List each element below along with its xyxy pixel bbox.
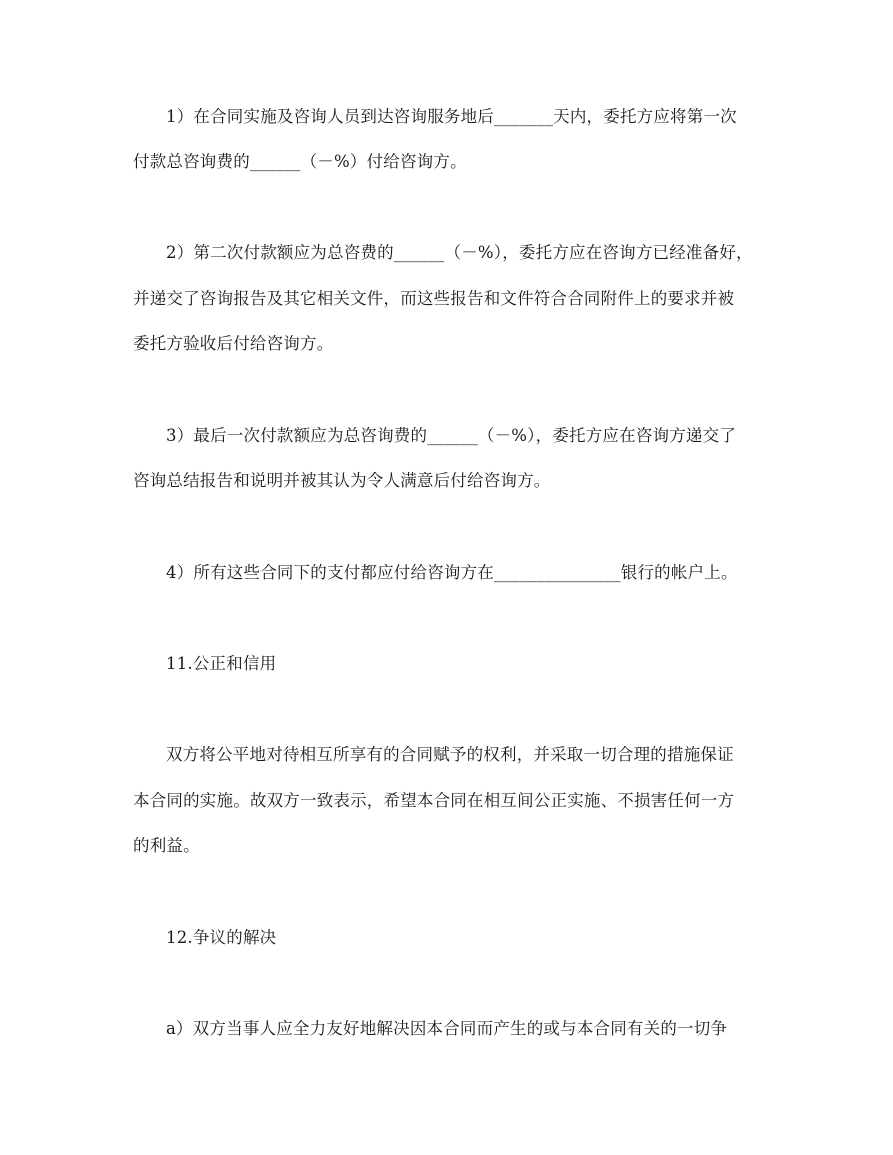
para2-line3: 委托方验收后付给咨询方。 — [133, 334, 334, 353]
section11-heading: 11.公正和信用 — [166, 654, 277, 673]
para4-line1: 4）所有这些合同下的支付都应付给咨询方在_______________银行的帐户上。 — [166, 563, 738, 582]
section12-line1: a）双方当事人应全力友好地解决因本合同而产生的或与本合同有关的一切争 — [166, 1019, 728, 1038]
section11-line1: 双方将公平地对待相互所享有的合同赋予的权利，并采取一切合理的措施保证 — [166, 745, 734, 764]
para3-line1: 3）最后一次付款额应为总咨询费的______（－%），委托方应在咨询方递交了 — [166, 426, 737, 445]
para1-line1: 1）在合同实施及咨询人员到达咨询服务地后_______天内，委托方应将第一次 — [166, 107, 737, 126]
section12-heading: 12.争议的解决 — [166, 928, 277, 947]
section11-line3: 的利益。 — [133, 836, 200, 855]
section11-line2: 本合同的实施。故双方一致表示，希望本合同在相互间公正实施、不损害任何一方 — [133, 791, 735, 810]
para2-line2: 并递交了咨询报告及其它相关文件，而这些报告和文件符合合同附件上的要求并被 — [133, 289, 735, 308]
para1-line2: 付款总咨询费的______（－%）付给咨询方。 — [133, 152, 467, 171]
para3-line2: 咨询总结报告和说明并被其认为令人满意后付给咨询方。 — [133, 471, 551, 490]
para2-line1: 2）第二次付款额应为总咨费的______（－%），委托方应在咨询方已经准备好， — [166, 243, 753, 262]
